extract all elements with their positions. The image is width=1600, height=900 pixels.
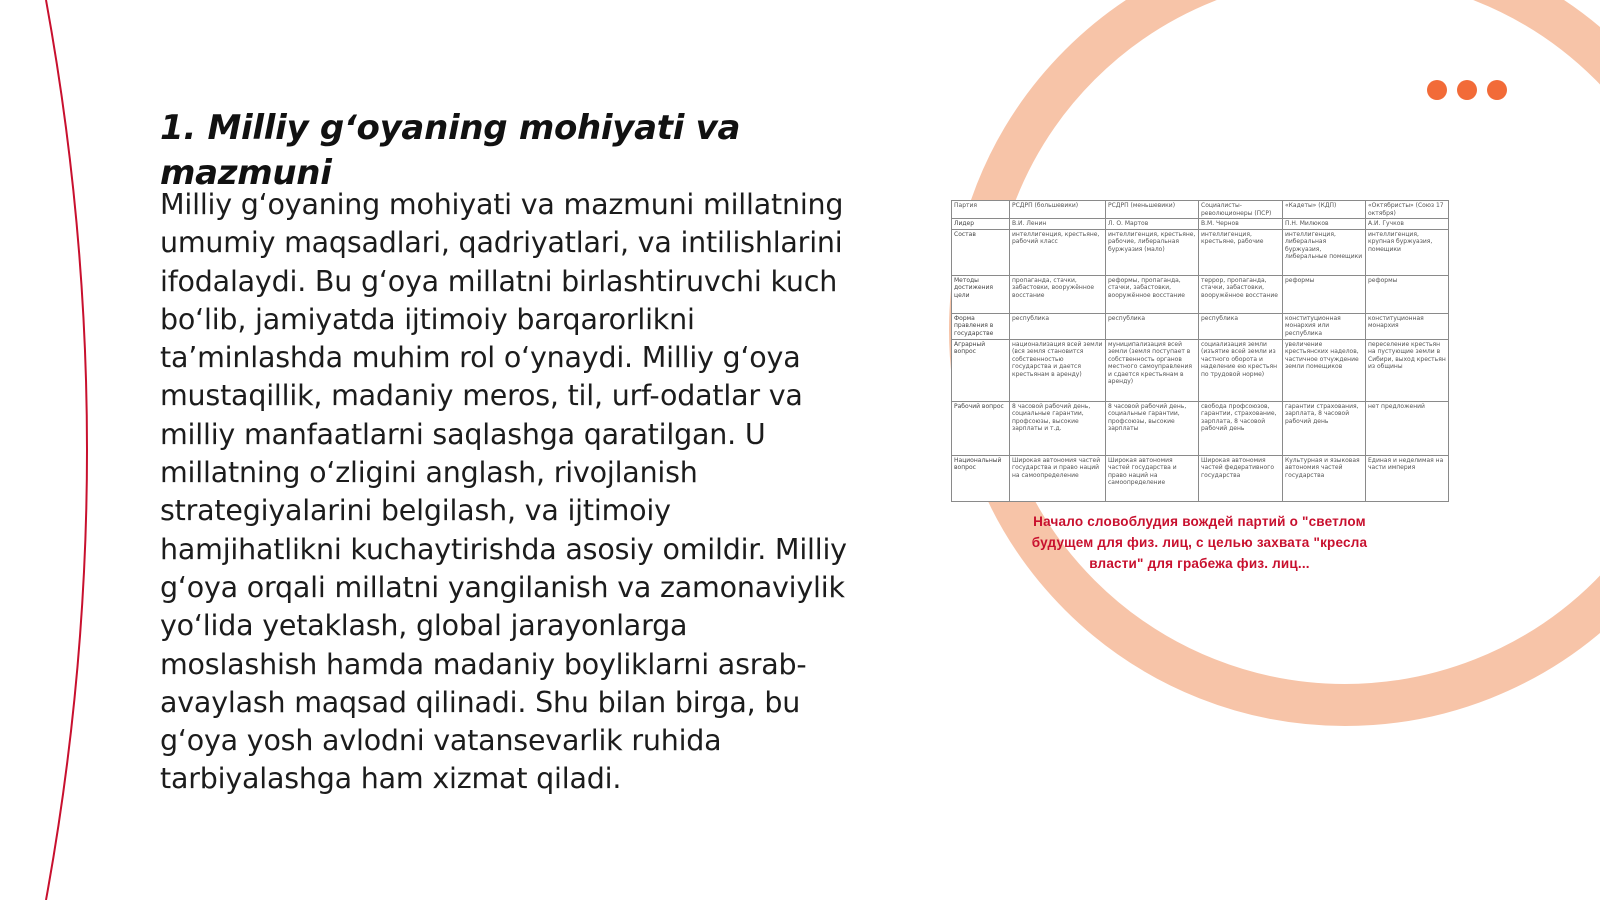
table-cell: интеллигенция, крестьяне, рабочий класс xyxy=(1010,229,1106,275)
table-row xyxy=(952,219,1449,230)
table-cell: реформы, пропаганда, стачки, забастовки, вооружённое восстание xyxy=(1106,275,1199,313)
caption-line: Начало словоблудия вождей партий о "светлом xyxy=(1033,513,1366,529)
table-cell: конституционная монархия xyxy=(1366,313,1449,339)
table-row xyxy=(952,229,1449,275)
table-header-cell: РСДРП (большевики) xyxy=(1010,201,1106,219)
table-cell: Единая и неделимая на части империя xyxy=(1366,455,1449,501)
table-row xyxy=(952,339,1449,401)
table-cell: свобода профсоюзов, гарантии, страхование, зарплата, 8 часовой рабочий день xyxy=(1199,401,1283,455)
table-cell: Широкая автономия частей государства и право наций на самоопределение xyxy=(1106,455,1199,501)
dot-2 xyxy=(1457,80,1477,100)
slide-body-text: Milliy g‘oyaning mohiyati va mazmuni millatning umumiy maqsadlari, qadriyatlari, va intilishlarini ifodalaydi. Bu g‘oya millatni birlashtiruvchi kuch bo‘lib, jamiyatda ijtimoiy barqarorlikni ta’minlashda muhim rol o‘ynaydi. Milliy g‘oya mustaqillik, madaniy meros, til, urf-odatlar va milliy manfaatlarni saqlashga qaratilgan. U millatning o‘zligini anglash, rivojlanish strategiyalarini belgilash, va ijtimoiy hamjihatlikni kuchaytirishda asosiy omildir. Milliy g‘oya orqali millatni yangilanish va zamonaviylik yo‘lida yetaklash, global jarayonlarga moslashish hamda madaniy boyliklarni asrab-avaylash maqsad qilinadi. Shu bilan birga, bu g‘oya yosh avlodni vatansevarlik ruhida tarbiyalashga ham xizmat qiladi. xyxy=(160,188,847,796)
table-cell: 8 часовой рабочий день, социальные гарантии, профсоюзы, высокие зарплаты xyxy=(1106,401,1199,455)
table-cell: А.И. Гучков xyxy=(1366,219,1449,230)
figure-caption xyxy=(951,511,1448,574)
table-cell: Широкая автономия частей государства и право наций на самоопределение xyxy=(1010,455,1106,501)
table-cell: увеличение крестьянских наделов, частичное отчуждение земли помещиков xyxy=(1283,339,1366,401)
table-cell: национализация всей земли (вся земля становится собственностью государства и дается крестьянам в аренду) xyxy=(1010,339,1106,401)
table-cell: социализация земли (изъятие всей земли из частного оборота и наделение ею крестьян по трудовой норме) xyxy=(1199,339,1283,401)
table-row-header: Национальный вопрос xyxy=(952,455,1010,501)
slide-title: 1. Milliy g‘oyaning mohiyati va mazmuni xyxy=(160,108,741,193)
table-cell: Широкая автономия частей федеративного государства xyxy=(1199,455,1283,501)
table-row xyxy=(952,401,1449,455)
table-cell: террор, пропаганда, стачки, забастовки, вооружённое восстание xyxy=(1199,275,1283,313)
table-cell: гарантии страхования, зарплата, 8 часовой рабочий день xyxy=(1283,401,1366,455)
table-row xyxy=(952,455,1449,501)
table-cell: переселение крестьян на пустующие земли в Сибири, выход крестьян из общины xyxy=(1366,339,1449,401)
table-header-row xyxy=(952,201,1449,219)
caption-line: будущем для физ. лиц, с целью захвата "кресла xyxy=(1031,534,1368,550)
table-cell: республика xyxy=(1106,313,1199,339)
table-cell: нет предложений xyxy=(1366,401,1449,455)
table-cell: республика xyxy=(1010,313,1106,339)
table-row-header: Состав xyxy=(952,229,1010,275)
table-row-header: Форма правления в государстве xyxy=(952,313,1010,339)
table-cell: интеллигенция, крупная буржуазия, помещики xyxy=(1366,229,1449,275)
table-header-cell: «Кадеты» (КДП) xyxy=(1283,201,1366,219)
table-cell: республика xyxy=(1199,313,1283,339)
table-cell: Л. О. Мартов xyxy=(1106,219,1199,230)
dot-1 xyxy=(1427,80,1447,100)
table-header-cell: «Октябристы» (Союз 17 октября) xyxy=(1366,201,1449,219)
table-cell: интеллигенция, крестьяне, рабочие, либеральная буржуазия (мало) xyxy=(1106,229,1199,275)
table-cell: В.М. Чернов xyxy=(1199,219,1283,230)
table-header-cell: РСДРП (меньшевики) xyxy=(1106,201,1199,219)
table-cell: конституционная монархия или республика xyxy=(1283,313,1366,339)
decorative-dots xyxy=(1427,80,1507,100)
caption-line: власти" для грабежа физ. лиц... xyxy=(1089,555,1310,571)
table-row-header: Рабочий вопрос xyxy=(952,401,1010,455)
table-header-cell: Партия xyxy=(952,201,1010,219)
table-cell: В.И. Ленин xyxy=(1010,219,1106,230)
left-edge-curve xyxy=(46,0,87,900)
table-cell: пропаганда, стачки, забастовки, вооружённое восстание xyxy=(1010,275,1106,313)
table-row-header: Методы достижения цели xyxy=(952,275,1010,313)
table-cell: Культурная и языковая автономия частей государства xyxy=(1283,455,1366,501)
party-comparison-table xyxy=(951,200,1449,502)
table-cell: муниципализация всей земли (земля поступает в собственность органов местного самоуправления и сдается крестьянам в аренду) xyxy=(1106,339,1199,401)
table-cell: реформы xyxy=(1366,275,1449,313)
table-header-cell: Социалисты-революционеры (ПСР) xyxy=(1199,201,1283,219)
dot-3 xyxy=(1487,80,1507,100)
table-cell: 8 часовой рабочий день, социальные гарантии, профсоюзы, высокие зарплаты и т.д. xyxy=(1010,401,1106,455)
table-row xyxy=(952,313,1449,339)
table-cell: П.Н. Милюков xyxy=(1283,219,1366,230)
table-row-header: Аграрный вопрос xyxy=(952,339,1010,401)
table-cell: реформы xyxy=(1283,275,1366,313)
table-cell: интеллигенция, крестьяне, рабочие xyxy=(1199,229,1283,275)
table-row-header: Лидер xyxy=(952,219,1010,230)
table-cell: интеллигенция, либеральная буржуазия, либеральные помещики xyxy=(1283,229,1366,275)
party-comparison-figure xyxy=(951,200,1448,574)
table-row xyxy=(952,275,1449,313)
